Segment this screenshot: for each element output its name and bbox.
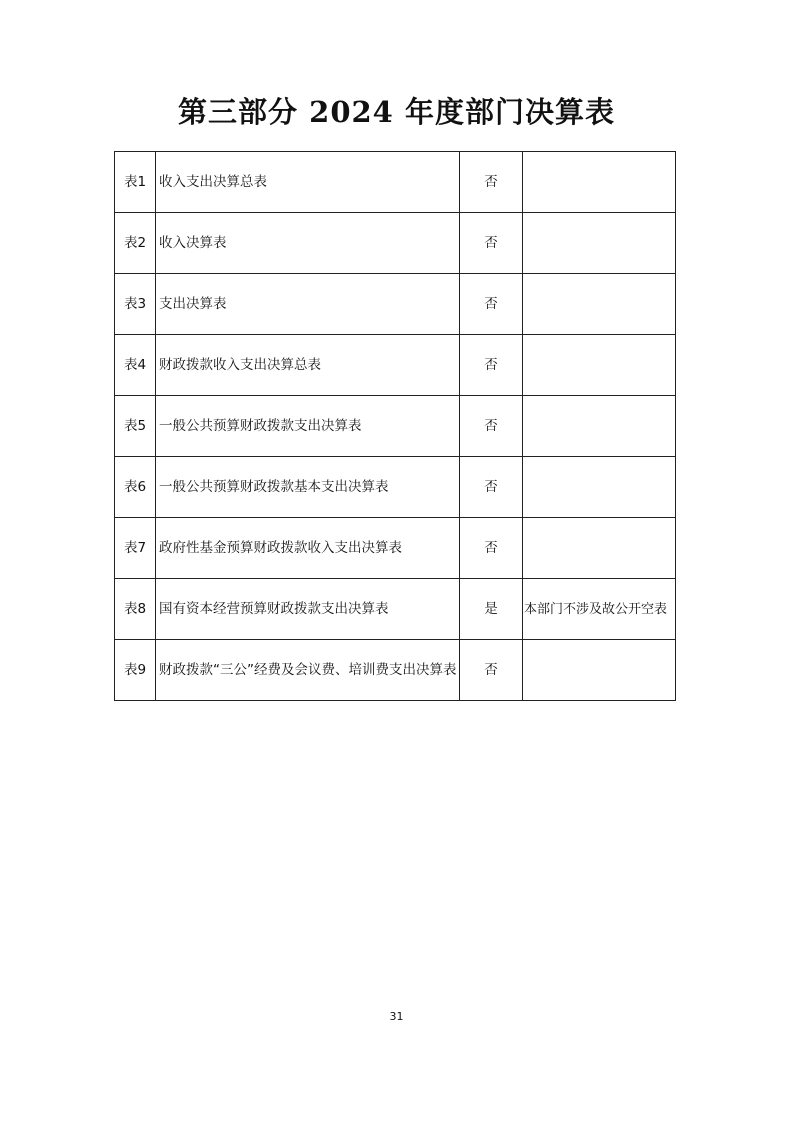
- table-id-cell: 表4: [115, 335, 156, 396]
- table-row: [115, 274, 676, 335]
- table-id-cell: 表6: [115, 457, 156, 518]
- table-note-cell: [523, 274, 676, 335]
- table-id-cell: 表5: [115, 396, 156, 457]
- table-row: [115, 457, 676, 518]
- table-name-cell: 财政拨款“三公”经费及会议费、培训费支出决算表: [156, 640, 460, 701]
- page-number: 31: [389, 1010, 404, 1023]
- table-id-cell: 表1: [115, 152, 156, 213]
- table-id-cell: 表3: [115, 274, 156, 335]
- table-note-cell: [523, 396, 676, 457]
- table-note-cell: [523, 518, 676, 579]
- table-note-cell: [523, 457, 676, 518]
- table-flag-cell: 否: [460, 640, 523, 701]
- table-note-cell: [523, 640, 676, 701]
- table-flag-cell: 否: [460, 274, 523, 335]
- table-name-cell: 一般公共预算财政拨款基本支出决算表: [156, 457, 460, 518]
- table-flag-cell: 是: [460, 579, 523, 640]
- table-name-cell: 政府性基金预算财政拨款收入支出决算表: [156, 518, 460, 579]
- table-row: [115, 579, 676, 640]
- table-name-cell: 收入支出决算总表: [156, 152, 460, 213]
- table-name-cell: 支出决算表: [156, 274, 460, 335]
- table-flag-cell: 否: [460, 335, 523, 396]
- table-row: [115, 213, 676, 274]
- table-note-cell: [523, 213, 676, 274]
- table-id-cell: 表7: [115, 518, 156, 579]
- table-note-cell: [523, 335, 676, 396]
- table-row: [115, 335, 676, 396]
- table-flag-cell: 否: [460, 457, 523, 518]
- table-flag-cell: 否: [460, 152, 523, 213]
- table-name-cell: 一般公共预算财政拨款支出决算表: [156, 396, 460, 457]
- table-row: [115, 396, 676, 457]
- table-row: [115, 518, 676, 579]
- table-name-cell: 国有资本经营预算财政拨款支出决算表: [156, 579, 460, 640]
- table-note-cell: [523, 152, 676, 213]
- page-title: 第三部分 2024 年度部门决算表: [178, 95, 615, 129]
- table-flag-cell: 否: [460, 213, 523, 274]
- table-id-cell: 表9: [115, 640, 156, 701]
- table-flag-cell: 否: [460, 518, 523, 579]
- table-name-cell: 财政拨款收入支出决算总表: [156, 335, 460, 396]
- table-id-cell: 表8: [115, 579, 156, 640]
- report-list-table: [114, 151, 676, 701]
- table-row: [115, 640, 676, 701]
- table-flag-cell: 否: [460, 396, 523, 457]
- table-note-cell: 本部门不涉及故公开空表: [523, 579, 676, 640]
- table-name-cell: 收入决算表: [156, 213, 460, 274]
- table-id-cell: 表2: [115, 213, 156, 274]
- table-row: [115, 152, 676, 213]
